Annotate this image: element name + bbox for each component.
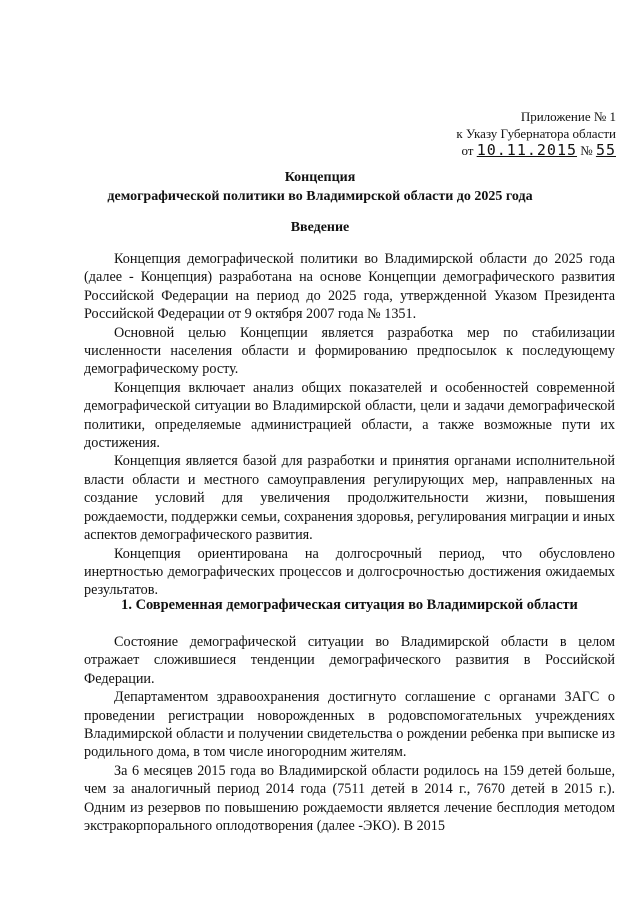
date-prefix: от [461,143,474,158]
paragraph: Состояние демографической ситуации во Владимирской области в целом отражает сложившиеся тенденции демографического развития в Российской Федерации. [84,634,615,687]
number-prefix: № [580,143,593,158]
paragraph: Концепция ориентирована на долгосрочный период, что обусловлено инертностью демографических процессов и долгосрочностью достижения ожидаемых результатов. [84,545,615,599]
section-1-body [84,633,615,835]
appendix-date-line [456,142,616,159]
paragraph: Основной целью Концепции является разработка мер по стабилизации численности населения области и формированию предпосылок к последующему демографическому росту. [84,324,615,378]
appendix-number: Приложение № 1 [520,109,616,124]
paragraph: Концепция является базой для разработки и принятия органами исполнительной власти области и местного самоуправления регулирующих мер, направленных на создание условий для увеличения продолжительности жизни, повышения рождаемости, поддержки семьи, сохранения здоровья, регулирования миграции и иных аспектов демографического развития. [84,453,615,544]
paragraph: Департаментом здравоохранения достигнуто соглашение с органами ЗАГС о проведении регистрации новорожденных в родовспомогательных учреждениях Владимирской области и получении свидетельства о рождении ребенка при выписке из родильного дома, в том числе иногородним жителям. [84,689,615,761]
title-line-2: демографической политики во Владимирской области до 2025 года [107,189,533,204]
intro-heading: Введение [290,220,350,235]
decree-number: 55 [595,141,616,159]
paragraph: За 6 месяцев 2015 года во Владимирской области родилось на 159 детей больше, чем за аналогичный период 2014 года (7511 детей в 2014 г., 7670 детей в 2015 г.). Одним из резервов по повышению рождаемости является лечение бесплодия методом экстракорпорального оплодотворения (далее -ЭКО). В 2015 [84,762,615,835]
title-line-1: Концепция [284,170,356,185]
section-1-heading: 1. Современная демографическая ситуация во Владимирской области [121,597,578,613]
appendix-block [456,108,616,159]
decree-date: 10.11.2015 [476,141,578,159]
paragraph: Концепция включает анализ общих показателей и особенностей современной демографической ситуации во Владимирской области, цели и задачи демографической политики, определяемые администрацией области, а также возможные пути их достижения. [84,379,615,452]
appendix-decree-ref: к Указу Губернатора области [456,126,616,141]
intro-body [84,250,615,600]
document-title [0,168,640,206]
paragraph: Концепция демографической политики во Владимирской области до 2025 года (далее - Концепция) разработана на основе Концепции демографического развития Российской Федерации на период до 2025 года, утвержденной Указом Президента Российской Федерации от 9 октября 2007 года № 1351. [84,251,615,323]
